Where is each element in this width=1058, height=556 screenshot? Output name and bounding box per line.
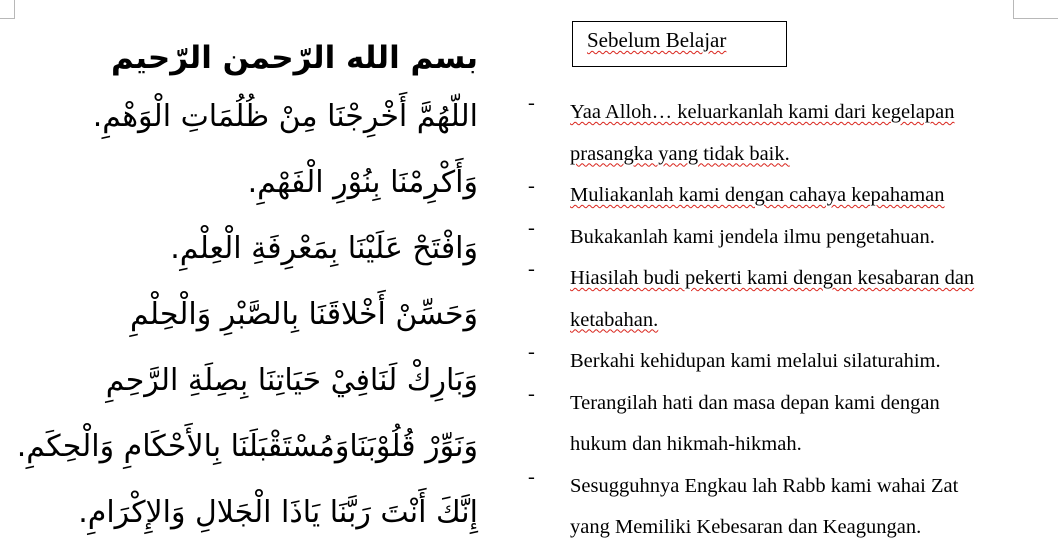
arabic-line-2: وَأَكْرِمْنَا بِنُوْرِ الْفَهْمِ. — [247, 165, 478, 200]
translation-item — [528, 258, 1048, 341]
basmala-heading: بسم الله الرّحمن الرّحيم — [110, 40, 478, 76]
list-dash: - — [528, 175, 535, 197]
list-dash: - — [528, 465, 535, 488]
arabic-line-4: وَحَسِّنْ أَخْلاقَنَا بِالصَّبْرِ وَالْحِلْمِ — [129, 297, 478, 332]
translation-line: prasangka yang tidak baik. — [570, 142, 790, 165]
translation-list — [528, 92, 1048, 549]
translation-item — [528, 217, 1048, 259]
arabic-line-3: وَافْتَحْ عَلَيْنَا بِمَعْرِفَةِ الْعِلْمِ. — [170, 231, 478, 266]
translation-line: Yaa Alloh… keluarkanlah kami dari kegelapan — [570, 101, 955, 123]
translation-line: hukum dan hikmah-hikmah. — [570, 433, 802, 455]
translation-line: Terangilah hati dan masa depan kami dengan — [570, 391, 940, 414]
arabic-prayer-text — [16, 32, 478, 546]
crop-mark-top-left — [0, 0, 15, 19]
translation-item — [528, 92, 1048, 175]
translation-line: Sesugguhnya Engkau lah Rabb kami wahai Zat — [570, 474, 959, 497]
list-dash: - — [528, 382, 535, 405]
list-dash: - — [528, 92, 535, 114]
translation-item — [528, 341, 1048, 383]
translation-line: Bukakanlah kami jendela ilmu pengetahuan. — [570, 225, 935, 248]
translation-item — [528, 175, 1048, 217]
arabic-line-5: وَبَارِكْ لَنَافِيْ حَيَاتِنَا بِصِلَةِ الرَّحِمِ — [105, 363, 478, 398]
list-dash: - — [528, 341, 535, 363]
translation-item — [528, 383, 1048, 466]
list-dash: - — [528, 258, 535, 280]
translation-line: Hiasilah budi pekerti kami dengan kesabaran dan — [570, 267, 975, 289]
list-dash: - — [528, 216, 535, 239]
arabic-line-6: وَنَوِّرْ قُلُوْبَنَاوَمُسْتَقْبَلَنَا بِالأَحْكَامِ وَالْحِكَمِ. — [16, 429, 478, 464]
translation-item — [528, 466, 1048, 549]
arabic-line-7: إِنَّكَ أَنْتَ رَبَّنَا يَاذَا الْجَلالِ وَالإِكْرَامِ. — [78, 495, 478, 530]
title-text-box — [572, 21, 787, 67]
translation-line: Muliakanlah kami dengan cahaya kepahaman — [570, 184, 945, 206]
translation-line: yang Memiliki Kebesaran dan Keagungan. — [570, 516, 922, 538]
crop-mark-top-right — [1013, 0, 1058, 19]
title-text: Sebelum Belajar — [587, 28, 727, 52]
translation-line: Berkahi kehidupan kami melalui silaturahim. — [570, 350, 941, 372]
translation-line: ketabahan. — [570, 308, 659, 331]
arabic-line-1: اللّهُمَّ أَخْرِجْنَا مِنْ ظُلُمَاتِ الْوَهْمِ. — [92, 99, 478, 134]
